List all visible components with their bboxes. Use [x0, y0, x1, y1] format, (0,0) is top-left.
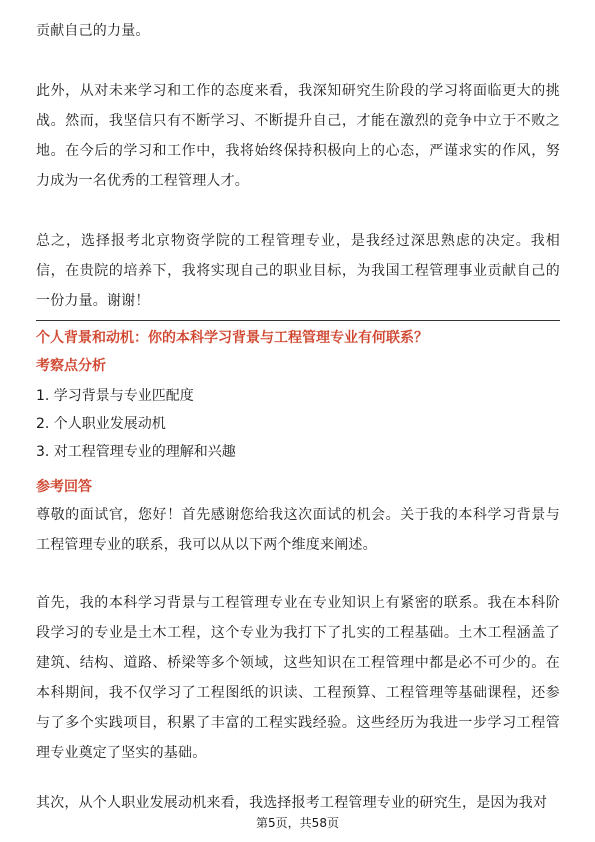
question-title: 个人背景和动机：你的本科学习背景与工程管理专业有何联系？: [36, 330, 428, 346]
answer-paragraph-greeting: 尊敬的面试官，您好！首先感谢您给我这次面试的机会。关于我的本科学习背景与工程管理专业的联系，我可以从以下两个维度来阐述。: [36, 507, 560, 553]
analysis-point: 3. 对工程管理专业的理解和兴趣: [36, 444, 236, 460]
answer-paragraph-second: 其次，从个人职业发展动机来看，我选择报考工程管理专业的研究生，是因为我对: [36, 795, 548, 811]
paragraph-conclusion: 总之，选择报考北京物资学院的工程管理专业，是我经过深思熟虑的决定。我相信，在贵院的培养下，我将实现自己的职业目标，为我国工程管理事业贡献自己的一份力量。谢谢！: [36, 233, 560, 309]
analysis-point: 2. 个人职业发展动机: [36, 416, 166, 432]
answer-heading: 参考回答: [36, 479, 92, 495]
analysis-point: 1. 学习背景与专业匹配度: [36, 388, 194, 404]
section-divider: [36, 320, 560, 321]
analysis-list: [36, 382, 560, 466]
page-footer: 第5页，共58页: [256, 816, 339, 830]
paragraph-closing-fragment: 贡献自己的力量。: [36, 23, 150, 39]
answer-paragraph-first: 首先，我的本科学习背景与工程管理专业在专业知识上有紧密的联系。我在本科阶段学习的专业是土木工程，这个专业为我打下了扎实的工程基础。土木工程涵盖了建筑、结构、道路、桥梁等多个领域，这些知识在工程管理中都是必不可少的。在本科期间，我不仅学习了工程图纸的识读、工程预算、工程管理等基础课程，还参与了多个实践项目，积累了丰富的工程实践经验。这些经历为我进一步学习工程管理专业奠定了坚实的基础。: [36, 595, 560, 761]
paragraph-attitude: 此外，从对未来学习和工作的态度来看，我深知研究生阶段的学习将面临更大的挑战。然而，我坚信只有不断学习、不断提升自己，才能在激烈的竞争中立于不败之地。在今后的学习和工作中，我将始终保持积极向上的心态，严谨求实的作风，努力成为一名优秀的工程管理人才。: [36, 83, 560, 189]
analysis-heading: 考察点分析: [36, 358, 106, 374]
